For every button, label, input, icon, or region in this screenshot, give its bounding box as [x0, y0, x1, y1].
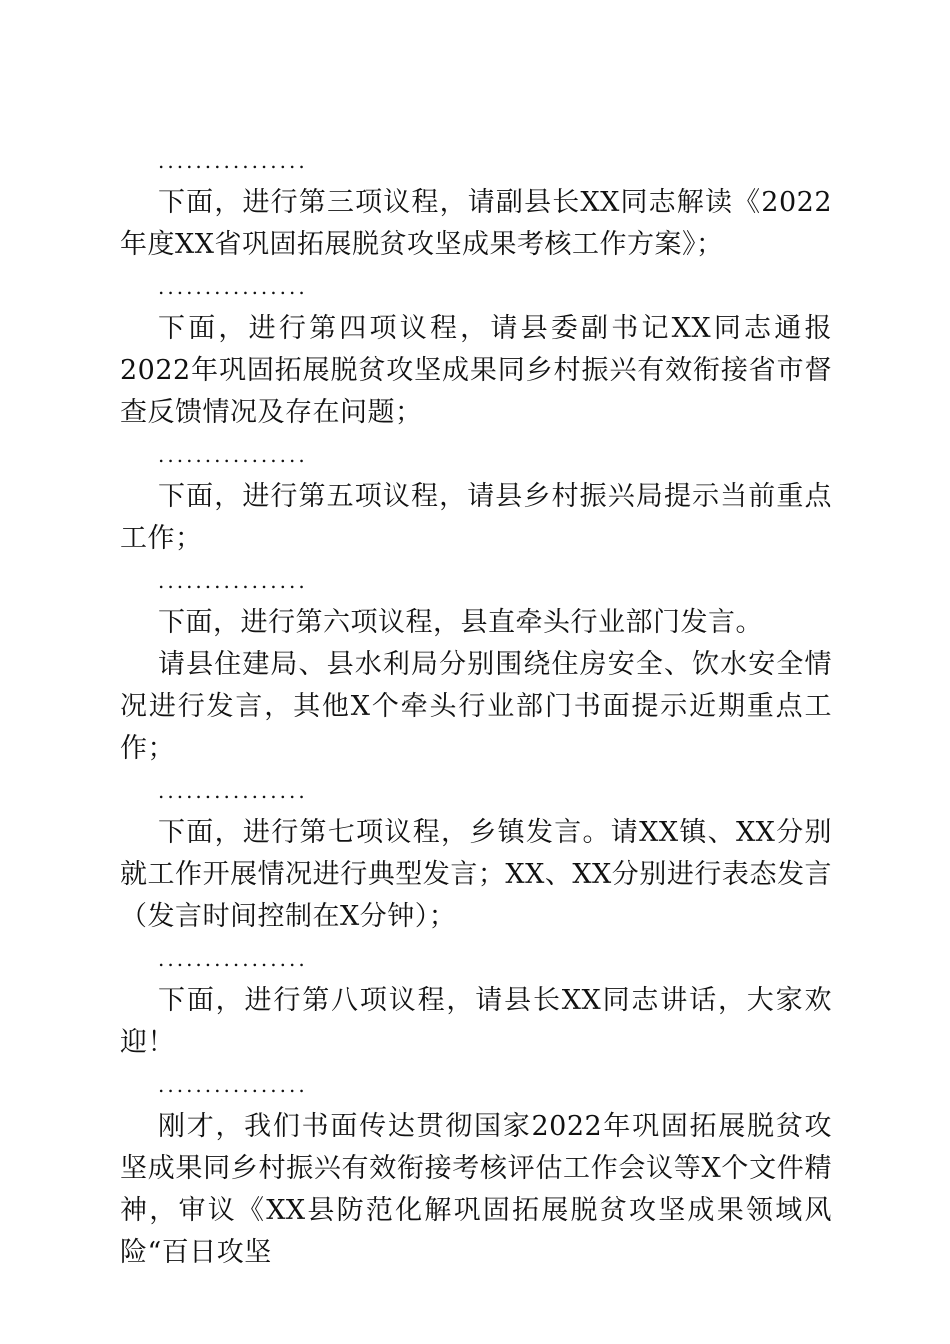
ellipsis-divider: ................	[158, 569, 308, 593]
document-body	[120, 140, 832, 1274]
paragraph-agenda-5: 下面，进行第五项议程，请县乡村振兴局提示当前重点工作；	[120, 481, 832, 554]
ellipsis-divider: ................	[158, 275, 308, 299]
paragraph-agenda-6-detail: 请县住建局、县水利局分别围绕住房安全、饮水安全情况进行发言，其他X个牵头行业部门书面提示近期重点工作；	[120, 649, 832, 764]
paragraph-summary: 刚才，我们书面传达贯彻国家2022年巩固拓展脱贫攻坚成果同乡村振兴有效衔接考核评估工作会议等X个文件精神，审议《XX县防范化解巩固拓展脱贫攻坚成果领域风险“百日攻坚	[120, 1111, 832, 1268]
paragraph-agenda-3: 下面，进行第三项议程，请副县长XX同志解读《2022年度XX省巩固拓展脱贫攻坚成果考核工作方案》；	[120, 187, 832, 260]
ellipsis-divider: ................	[158, 149, 308, 173]
ellipsis-divider: ................	[158, 443, 308, 467]
paragraph-agenda-4: 下面，进行第四项议程，请县委副书记XX同志通报2022年巩固拓展脱贫攻坚成果同乡村振兴有效衔接省市督查反馈情况及存在问题；	[120, 313, 832, 428]
ellipsis-divider: ................	[158, 947, 308, 971]
paragraph-agenda-8: 下面，进行第八项议程，请县长XX同志讲话，大家欢迎！	[120, 985, 832, 1058]
paragraph-agenda-6: 下面，进行第六项议程，县直牵头行业部门发言。	[158, 607, 763, 638]
paragraph-agenda-7: 下面，进行第七项议程，乡镇发言。请XX镇、XX分别就工作开展情况进行典型发言；XX、XX分别进行表态发言（发言时间控制在X分钟）；	[120, 817, 832, 932]
ellipsis-divider: ................	[158, 779, 308, 803]
ellipsis-divider: ................	[158, 1073, 308, 1097]
